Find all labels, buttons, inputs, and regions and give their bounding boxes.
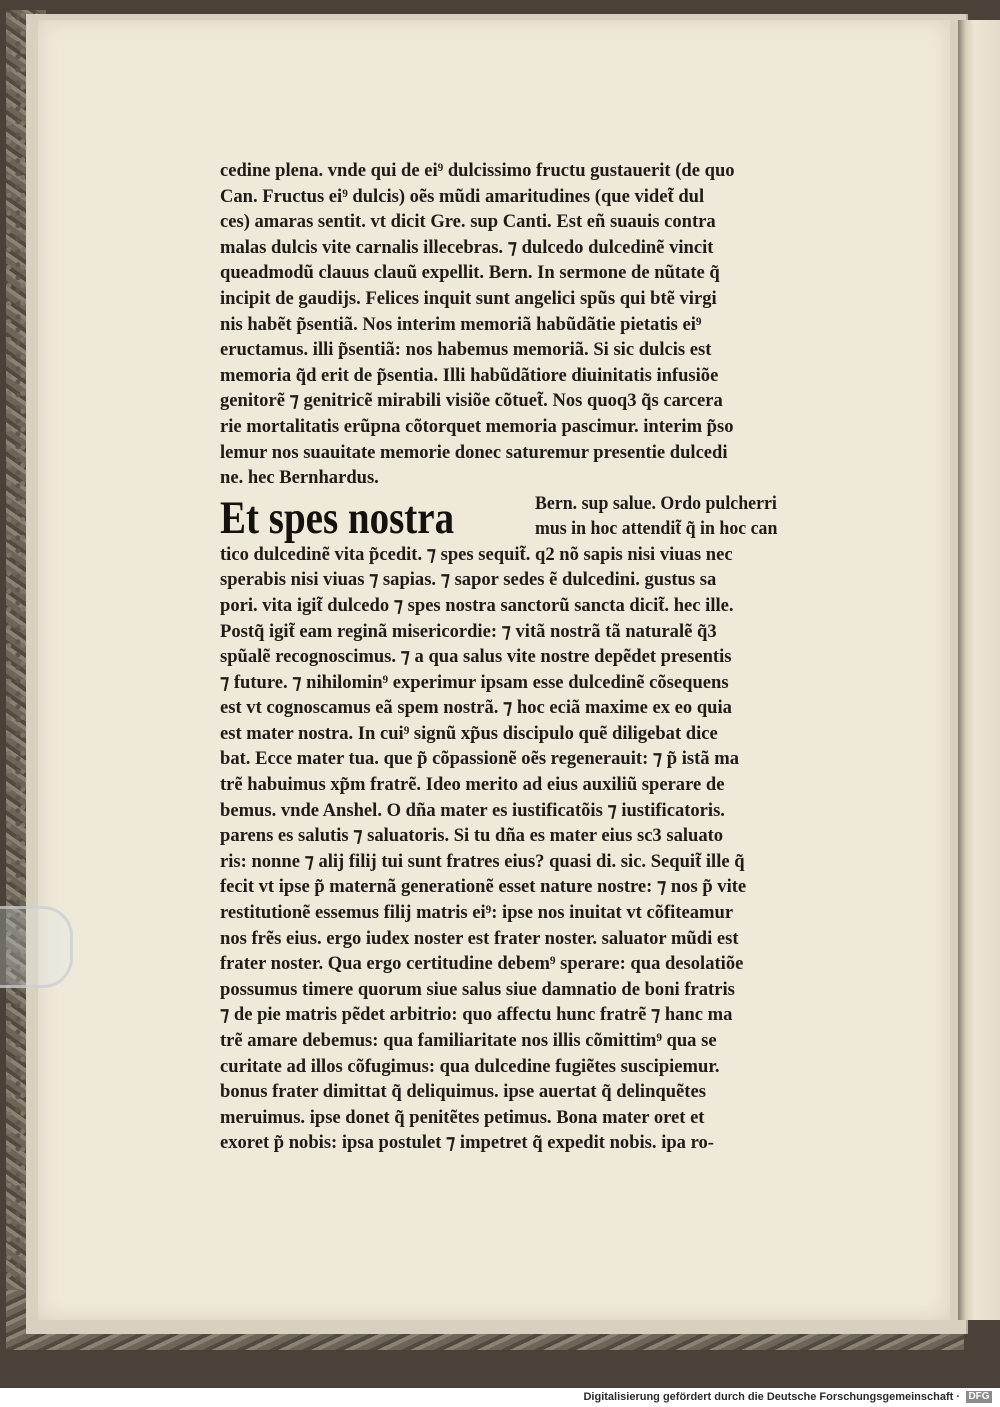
paragraph-before-heading [220, 158, 860, 491]
funding-credit: Digitalisierung gefördert durch die Deutsche Forschungsgemeinschaft · [583, 1391, 960, 1403]
paragraph-after-heading [220, 542, 860, 1156]
text-line: Postq̃ igit̃ eam reginã misericordie: ⁊ vitã nostrã tã naturalẽ q̃3 [220, 620, 717, 642]
text-line: est vt cognoscamus eã spem nostrã. ⁊ hoc eciã maxime ex eo quia [220, 697, 732, 719]
text-line: trẽ amare debemus: qua familiaritate nos illis cõmittim⁹ qua se [220, 1030, 717, 1051]
text-line: nos frẽs eius. ergo iudex noster est frater noster. saluator mũdi est [220, 927, 739, 949]
text-line: ces) amaras sentit. vt dicit Gre. sup Canti. Est eñ suauis contra [220, 211, 716, 233]
text-line: memoria q̃d erit de p̃sentia. Illi habũdãtiore diuinitatis infusiõe [220, 364, 719, 386]
text-line: lemur nos suauitate memorie donec saturemur presentie dulcedi [220, 441, 728, 463]
text-line: parens es salutis ⁊ saluatoris. Si tu dña es mater eius sc3 saluato [220, 825, 724, 847]
text-line: tico dulcedinẽ vita p̃cedit. ⁊ spes sequit̃. q2 nõ sapis nisi viuas nec [220, 543, 733, 565]
text-line: genitorẽ ⁊ genitricẽ mirabili visiõe cõtuet̃. Nos quoq3 q̃s carcera [220, 390, 723, 412]
text-line: ne. hec Bernhardus. [220, 467, 379, 489]
text-line: ⁊ future. ⁊ nihilomin⁹ experimur ipsam esse dulcedinẽ cõsequens [220, 671, 729, 693]
text-line: exoret p̃ nobis: ipsa postulet ⁊ impetret q̃ expedit nobis. ipa ro- [220, 1132, 714, 1154]
text-line: spũalẽ recognoscimus. ⁊ a qua salus vite nostre depẽdet presentis [220, 646, 732, 668]
text-line: est mater nostra. In cui⁹ signũ xp̃us discipulo quẽ diligebat dice [220, 722, 718, 744]
text-line: trẽ habuimus xp̃m fratrẽ. Ideo merito ad eius auxiliũ sperare de [220, 774, 725, 796]
text-line: meruimus. ipse donet q̃ penitẽtes petimus. Bona mater oret et [220, 1106, 705, 1128]
heading-side-text [535, 491, 865, 542]
text-line: malas dulcis vite carnalis illecebras. ⁊ dulcedo dulcedinẽ vincit [220, 236, 714, 258]
section-heading: Et spes nostra [220, 491, 455, 544]
text-line: nis habẽt p̃sentiã. Nos interim memoriã habũdãtie pietatis ei⁹ [220, 313, 702, 335]
text-line: Bern. sup salue. Ordo pulcherri [535, 492, 777, 514]
text-line: bonus frater dimittat q̃ deliquimus. ipse auertat q̃ delinquẽtes [220, 1081, 706, 1103]
text-line: Can. Fructus ei⁹ dulcis) oẽs mũdi amaritudines (que videt̃ dul [220, 185, 705, 207]
text-line: eructamus. illi p̃sentiã: nos habemus memoriã. Si sic dulcis est [220, 339, 712, 361]
text-line: curitate ad illos cõfugimus: qua dulcedine fugiẽtes suscipiemur. [220, 1055, 720, 1077]
text-line: incipit de gaudijs. Felices inquit sunt angelici spũs qui btẽ virgi [220, 287, 717, 309]
facing-leaf [958, 20, 1000, 1320]
text-line: rie mortalitatis erũpna cõtorquet memoria pascimur. interim p̃so [220, 415, 734, 437]
text-line: restitutionẽ essemus filij matris ei⁹: ipse nos inuitat vt cõfiteamur [220, 902, 734, 924]
text-line: fecit vt ipse p̃ maternã generationẽ esset nature nostre: ⁊ nos p̃ vite [220, 876, 747, 898]
text-line: queadmodũ clauus clauũ expellit. Bern. In sermone de nũtate q̃ [220, 262, 720, 284]
text-line: ⁊ de pie matris pẽdet arbitrio: quo affectu hunc fratrẽ ⁊ hanc ma [220, 1004, 733, 1026]
text-line: bat. Ecce mater tua. que p̃ cõpassionẽ oẽs regenerauit: ⁊ p̃ istã ma [220, 748, 739, 770]
text-line: frater noster. Qua ergo certitudine debem⁹ sperare: qua desolatiõe [220, 953, 744, 975]
heading-row [220, 491, 860, 542]
text-line: bemus. vnde Anshel. O dña mater es iustificatõis ⁊ iustificatoris. [220, 799, 725, 821]
text-line: pori. vita igit̃ dulcedo ⁊ spes nostra sanctorũ sancta dicit̃. hec ille. [220, 594, 734, 616]
footer-bar [0, 1388, 1000, 1407]
text-line: mus in hoc attendit̃ q̃ in hoc can [535, 518, 778, 540]
text-line: ris: nonne ⁊ alij filij tui sunt fratres eius? quasi di. sic. Sequit̃ ille q̃ [220, 850, 745, 872]
text-block [220, 158, 860, 1156]
clip-marker [0, 906, 73, 988]
text-line: possumus timere quorum siue salus siue damnatio de boni fratris [220, 978, 735, 1000]
text-line: cedine plena. vnde qui de ei⁹ dulcissimo fructu gustauerit (de quo [220, 160, 735, 181]
text-line: sperabis nisi viuas ⁊ sapias. ⁊ sapor sedes ẽ dulcedini. gustus sa [220, 569, 717, 591]
dfg-logo: DFG [966, 1391, 992, 1403]
